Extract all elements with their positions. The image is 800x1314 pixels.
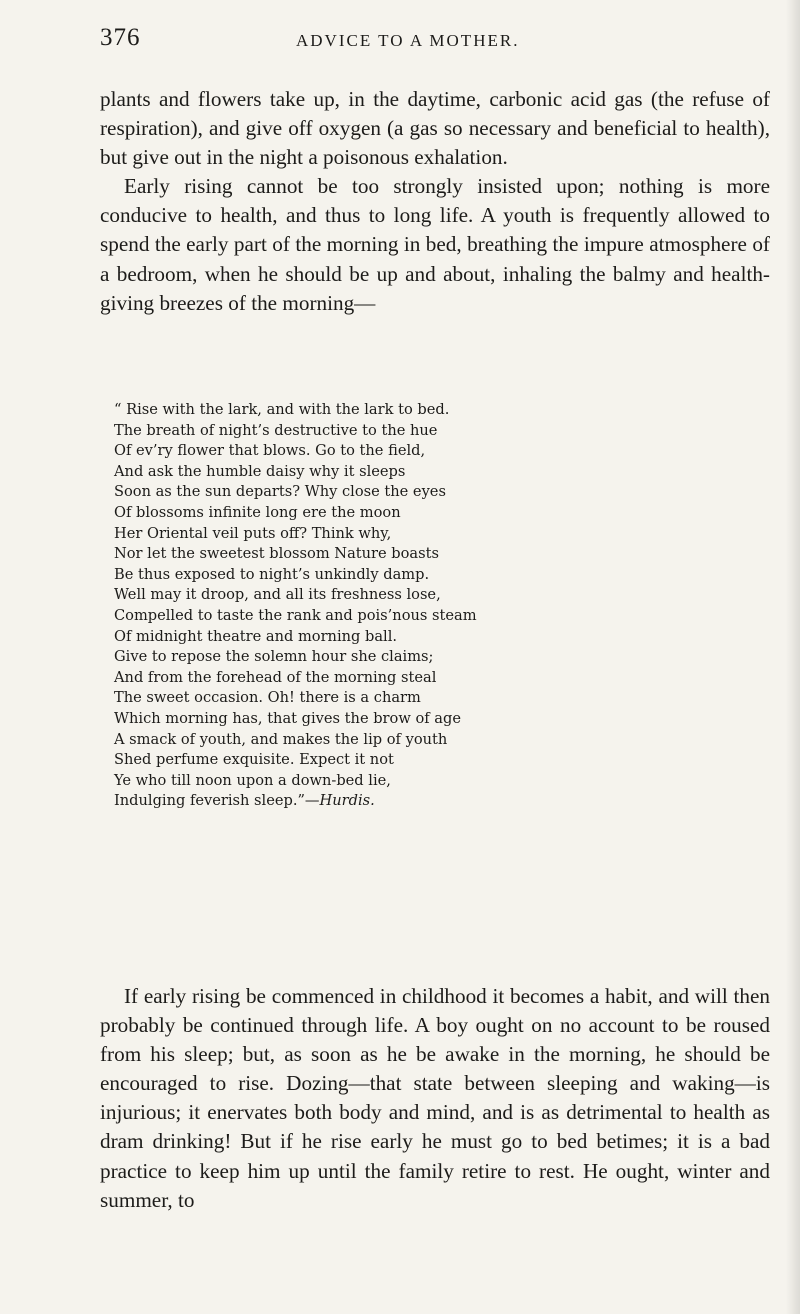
paragraph-childhood-habit: If early rising be commenced in childhood it becomes a habit, and will then probably be continued through life. A boy ought on no account to be roused from his sleep; but, as soon as he be awake in the morning, he should be encouraged to rise. Dozing—that state between sleeping and waking—is injurious; it enervates both body and mind, and is as detrimental to health as dram drinking! But if he rise early he must go to bed betimes; it is a bad practice to keep him up until the family retire to rest. He ought, winter and summer, to — [100, 984, 770, 1212]
poem-line: The sweet occasion. Oh! there is a charm — [114, 689, 421, 707]
poem-line: A smack of youth, and makes the lip of youth — [114, 730, 448, 748]
poem-quotation — [114, 400, 714, 812]
page-header — [100, 24, 770, 58]
opening-text-block — [100, 85, 770, 318]
poem-last-line — [114, 791, 714, 812]
poem-line: Shed perfume exquisite. Expect it not — [114, 751, 394, 769]
poem-line: Of ev’ry flower that blows. Go to the field, — [114, 442, 426, 460]
poem-line: “ Rise with the lark, and with the lark to bed. — [114, 401, 450, 418]
poem-line: Well may it droop, and all its freshness lose, — [114, 586, 441, 604]
poem-line: Of blossoms infinite long ere the moon — [114, 503, 401, 521]
poem-last-line-text: Indulging feverish sleep.”— — [114, 792, 320, 810]
closing-text-block — [100, 982, 770, 1215]
paragraph-continuation: plants and flowers take up, in the daytime, carbonic acid gas (the refuse of respiration), and give off oxygen (a gas so necessary and beneficial to health), but give out in the night a poisonous exhalation. — [100, 87, 770, 170]
page-number: 376 — [100, 24, 141, 51]
running-head: ADVICE TO A MOTHER. — [296, 31, 520, 50]
poem-line: Give to repose the solemn hour she claims; — [114, 648, 434, 666]
page-edge-shadow — [786, 0, 800, 1314]
poem-line: Soon as the sun departs? Why close the eyes — [114, 483, 446, 501]
poem-line: And ask the humble daisy why it sleeps — [114, 462, 406, 480]
poem-line: Be thus exposed to night’s unkindly damp. — [114, 565, 430, 583]
poem-line: And from the forehead of the morning steal — [114, 668, 437, 686]
poem-attribution: Hurdis. — [319, 792, 375, 810]
poem-line: Of midnight theatre and morning ball. — [114, 627, 398, 645]
poem-line: The breath of night’s destructive to the hue — [114, 421, 438, 439]
poem-line: Her Oriental veil puts off? Think why, — [114, 524, 392, 542]
poem-line: Nor let the sweetest blossom Nature boasts — [114, 545, 439, 563]
paragraph-early-rising: Early rising cannot be too strongly insisted upon; nothing is more conducive to health, and thus to long life. A youth is frequently allowed to spend the early part of the morning in bed, breathing the impure atmosphere of a bedroom, when he should be up and about, inhaling the balmy and health-giving breezes of the morning— — [100, 174, 770, 315]
poem-line: Ye who till noon upon a down-bed lie, — [114, 771, 391, 789]
poem-line: Compelled to taste the rank and pois’nous steam — [114, 606, 477, 624]
poem-line: Which morning has, that gives the brow of age — [114, 709, 461, 727]
